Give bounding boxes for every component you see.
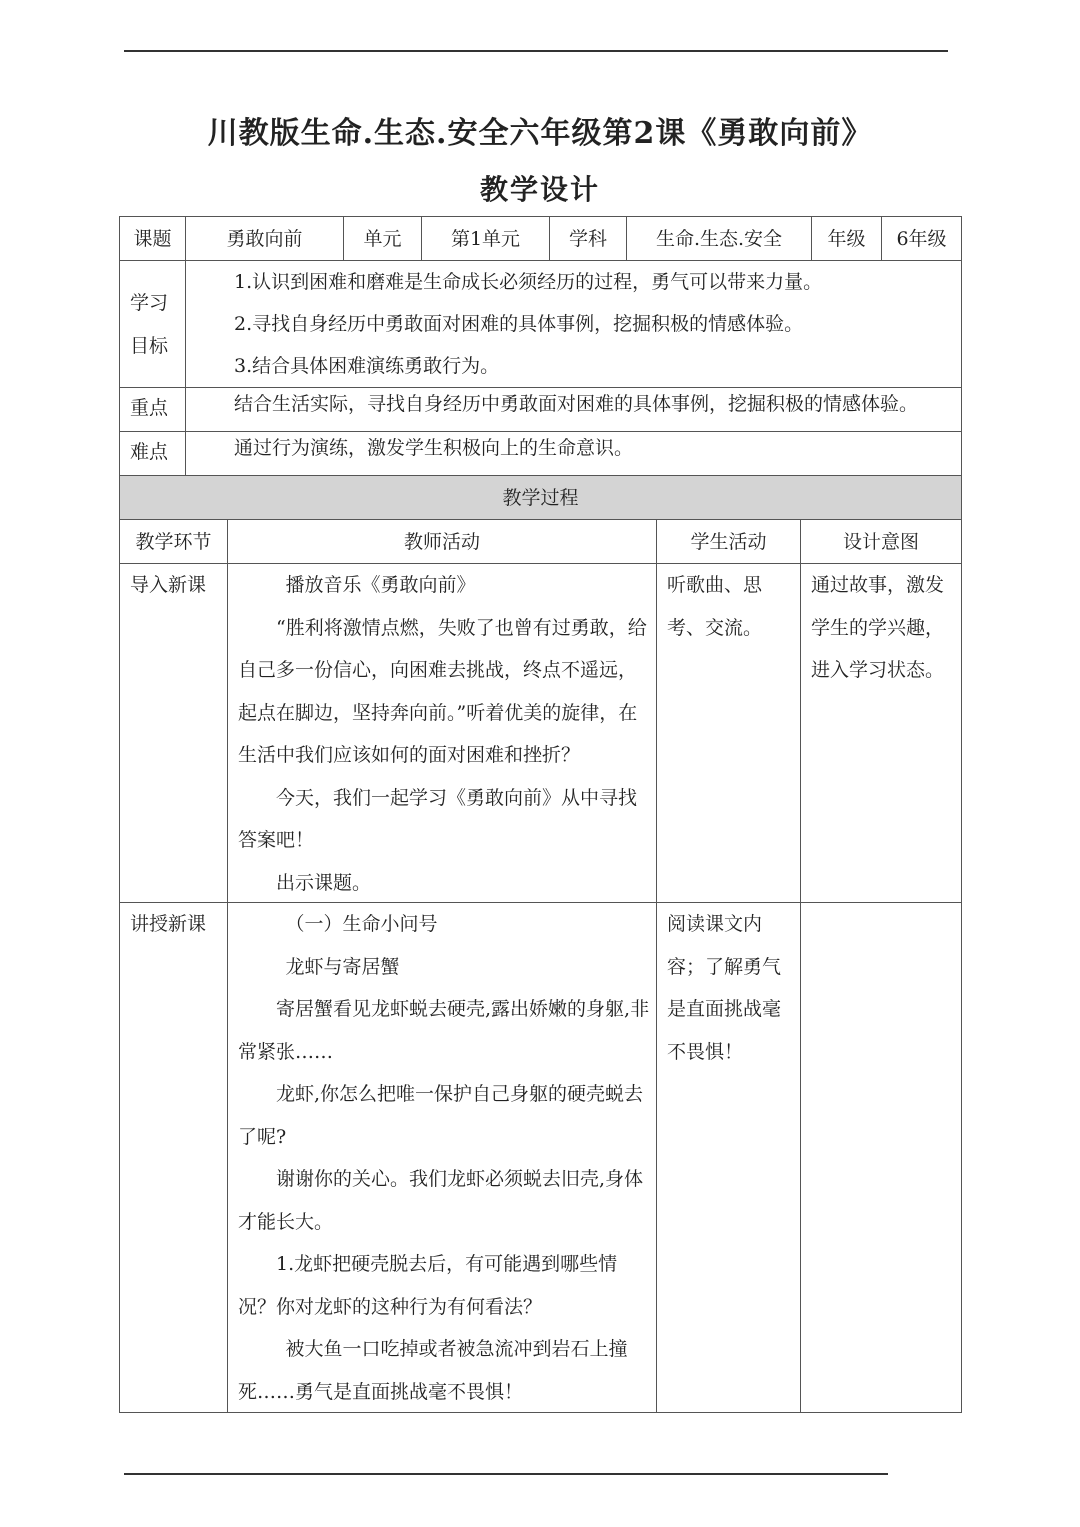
column-header-stage: 教学环节	[119, 519, 228, 564]
column-header-teacher: 教师活动	[227, 519, 657, 564]
teacher-activity-cell	[227, 902, 657, 1413]
teacher-paragraph: 播放音乐《勇敢向前》	[285, 574, 476, 596]
subject-label: 学科	[549, 216, 627, 261]
objectives-label-bottom: 目标	[130, 335, 169, 357]
objective-item: 1.认识到困难和磨难是生命成长必须经历的过程，勇气可以带来力量。	[234, 271, 823, 293]
teacher-paragraph: 被大鱼一口吃掉或者被急流冲到岩石上撞死……勇气是直面挑战毫不畏惧！	[238, 1338, 628, 1403]
topic-label: 课题	[119, 216, 186, 261]
student-activity-cell: 听歌曲、思考、交流。	[656, 563, 801, 903]
stage-cell: 讲授新课	[119, 902, 228, 1413]
top-rule	[124, 50, 948, 52]
grade-label: 年级	[811, 216, 882, 261]
difficulty-label: 难点	[119, 431, 186, 476]
teacher-paragraph: （一）生命小问号	[285, 913, 438, 935]
grade-value: 6年级	[881, 216, 962, 261]
teacher-paragraph: 今天，我们一起学习《勇敢向前》从中寻找答案吧！	[238, 786, 638, 851]
objectives-list	[185, 260, 962, 388]
column-header-intent: 设计意图	[800, 519, 962, 564]
teacher-paragraph: 1.龙虾把硬壳脱去后，有可能遇到哪些情况？你对龙虾的这种行为有何看法？	[238, 1253, 618, 1318]
unit-value: 第1单元	[421, 216, 550, 261]
bottom-rule	[124, 1473, 888, 1475]
topic-value: 勇敢向前	[185, 216, 344, 261]
document-subtitle: 教学设计	[479, 173, 600, 206]
design-intent-cell: 通过故事，激发学生的学兴趣，进入学习状态。	[800, 563, 962, 903]
stage-cell: 导入新课	[119, 563, 228, 903]
process-header: 教学过程	[119, 475, 962, 520]
key-point-text: 结合生活实际，寻找自身经历中勇敢面对困难的具体事例，挖掘积极的情感体验。	[185, 387, 962, 432]
student-activity-cell: 阅读课文内容；了解勇气是直面挑战毫不畏惧！	[656, 902, 801, 1413]
teacher-paragraph: “胜利将激情点燃，失败了也曾有过勇敢，给自己多一份信心，向困难去挑战，终点不遥远，起点在脚边，坚持奔向前。”听着优美的旋律，在生活中我们应该如何的面对困难和挫折？	[238, 616, 647, 766]
difficulty-text: 通过行为演练，激发学生积极向上的生命意识。	[185, 431, 962, 476]
unit-label: 单元	[343, 216, 422, 261]
objective-item: 3.结合具体困难演练勇敢行为。	[234, 355, 500, 377]
teacher-paragraph: 寄居蟹看见龙虾蜕去硬壳,露出娇嫩的身躯,非常紧张……	[238, 998, 650, 1063]
teacher-activity-cell	[227, 563, 657, 903]
key-point-label: 重点	[119, 387, 186, 432]
objectives-label	[119, 260, 186, 388]
document-title: 川教版生命.生态.安全六年级第2课《勇敢向前》	[207, 116, 873, 151]
teacher-paragraph: 龙虾与寄居蟹	[285, 955, 400, 978]
design-intent-cell	[800, 902, 962, 1413]
objectives-label-top: 学习	[130, 292, 169, 314]
column-header-student: 学生活动	[656, 519, 801, 564]
teacher-paragraph: 谢谢你的关心。我们龙虾必须蜕去旧壳,身体才能长大。	[238, 1168, 644, 1233]
teacher-paragraph: 龙虾,你怎么把唯一保护自己身躯的硬壳蜕去了呢?	[238, 1083, 644, 1148]
subject-value: 生命.生态.安全	[626, 216, 812, 261]
teacher-paragraph: 出示课题。	[276, 871, 372, 894]
objective-item: 2.寻找自身经历中勇敢面对困难的具体事例，挖掘积极的情感体验。	[234, 313, 804, 335]
